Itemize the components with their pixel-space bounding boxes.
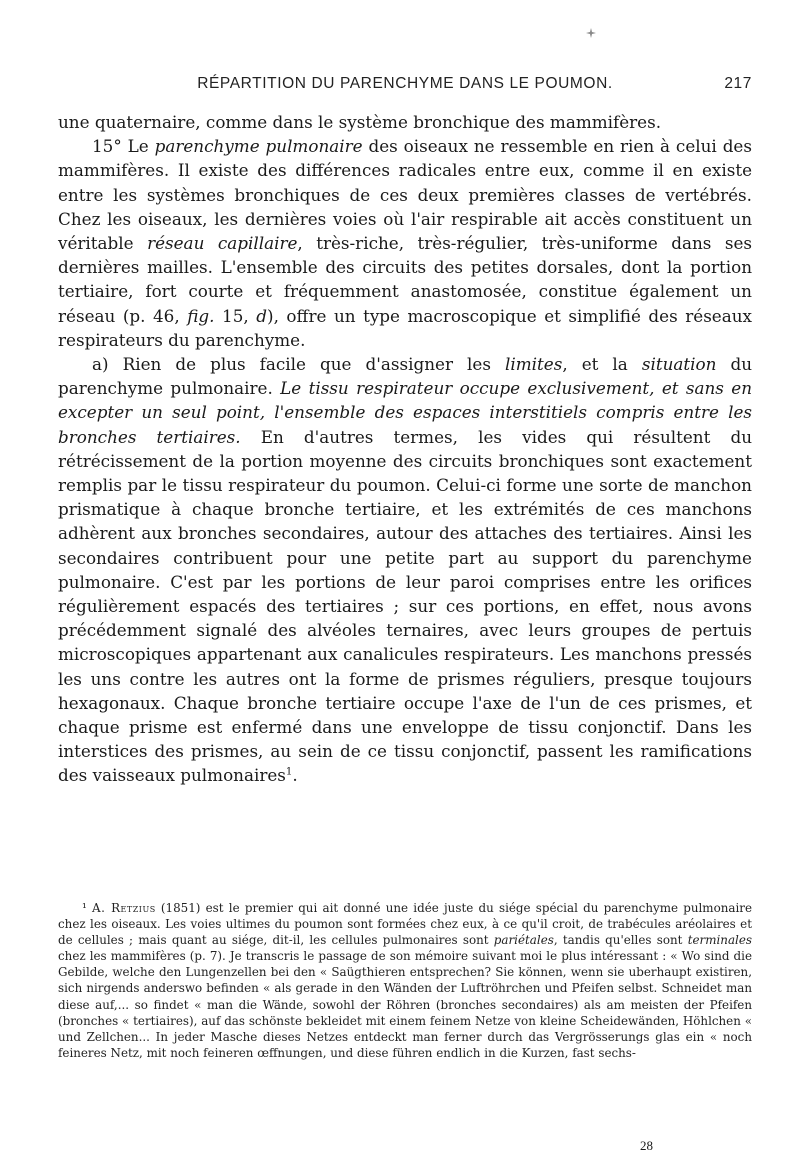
footnote-marker: ¹ <box>82 901 87 915</box>
footnote-author: A. Retzius <box>92 901 156 915</box>
footnote <box>58 900 752 1061</box>
printer-mark-icon <box>586 28 596 38</box>
running-title: RÉPARTITION DU PARENCHYME DANS LE POUMON. <box>197 75 613 92</box>
paragraph-15: 15° Le parenchyme pulmonaire des oiseaux ne ressemble en rien à celui des mammifères. Il existe des différences radicales entre eux, comme il en existe entre les systèmes bronchiques de ces deux premières classes de vertébrés. Chez les oiseaux, les dernières voies où l'air respirable ait accès constituent un véritable réseau capillaire, très-riche, très-régulier, très-uniforme dans ses dernières mailles. L'ensemble des circuits des petites dorsales, dont la portion tertiaire, fort courte et fréquemment anastomosée, constitue également un réseau (p. 46, fig. 15, d), offre un type macroscopique et simplifié des réseaux respirateurs du parenchyme. <box>58 136 753 350</box>
running-head <box>58 73 752 95</box>
main-text <box>58 110 752 788</box>
footnote-1: ¹ A. Retzius (1851) est le premier qui ait donné une idée juste du siége spécial du parenchyme pulmonaire chez les oiseaux. Les voies ultimes du poumon sont formées chez eux, à ce qu'il croit, de trabécules aréolaires et de cellules ; mais quant au siége, dit-il, les cellules pulmonaires sont pariétales, tandis qu'elles sont terminales chez les mammifères (p. 7). Je transcris le passage de son mémoire suivant moi le plus intéressant : « Wo sind die Gebilde, welche den Lungenzellen bei den « Saügthieren entsprechen? Sie können, wenn sie uberhaupt existiren, sich nirgends anderswo befinden « als gerade in den Wänden der Luftröhrchen und Pfeifen selbst. Schneidet man diese auf,... so findet « man die Wände, sowohl der Röhren (bronches secondaires) als am meisten der Pfeifen (bronches « tertiaires), auf das schönste bekleidet mit einem feinem Netze von kleine Scheidewänden, Höhlchen « und Zellchen... In jeder Masche dieses Netzes entdeckt man ferner durch das Vergrösserungs glas ein « noch feineres Netz, mit noch feineren œffnungen, und diese führen endlich in die Kurzen, fast sechs- <box>58 901 753 1060</box>
paragraph-continuation: une quaternaire, comme dans le système bronchique des mammifères. <box>58 112 662 132</box>
page-number: 217 <box>724 75 752 92</box>
signature-mark: 28 <box>640 1138 653 1153</box>
footnote-reference[interactable]: 1 <box>285 766 293 778</box>
paragraph-a: a) Rien de plus facile que d'assigner les limites, et la situation du parenchyme pulmonaire. Le tissu respirateur occupe exclusivement, et sans en excepter un seul point, l'ensemble des espaces interstitiels compris entre les bronches tertiaires. En d'autres termes, les vides qui résultent du rétrécissement de la portion moyenne des circuits bronchiques sont exactement remplis par le tissu respirateur du poumon. Celui-ci forme une sorte de manchon prismatique à chaque bronche tertiaire, et les extrémités de ces manchons adhèrent aux bronches secondaires, autour des attaches des tertiaires. Ainsi les secondaires contribuent pour une petite part au support du parenchyme pulmonaire. C'est par les portions de leur paroi comprises entre les orifices régulièrement espacés des tertiaires ; sur ces portions, en effet, nous avons précédemment signalé des alvéoles ternaires, avec leurs groupes de pertuis microscopiques appartenant aux canalicules respirateurs. Les manchons pressés les uns contre les autres ont la forme de prismes réguliers, presque toujours hexagonaux. Chaque bronche tertiaire occupe l'axe de l'un de ces prismes, et chaque prisme est enfermé dans une enveloppe de tissu conjonctif. Dans les interstices des prismes, au sein de ce tissu conjonctif, passent les ramifications des vaisseaux pulmonaires$^1$. <box>58 354 753 786</box>
